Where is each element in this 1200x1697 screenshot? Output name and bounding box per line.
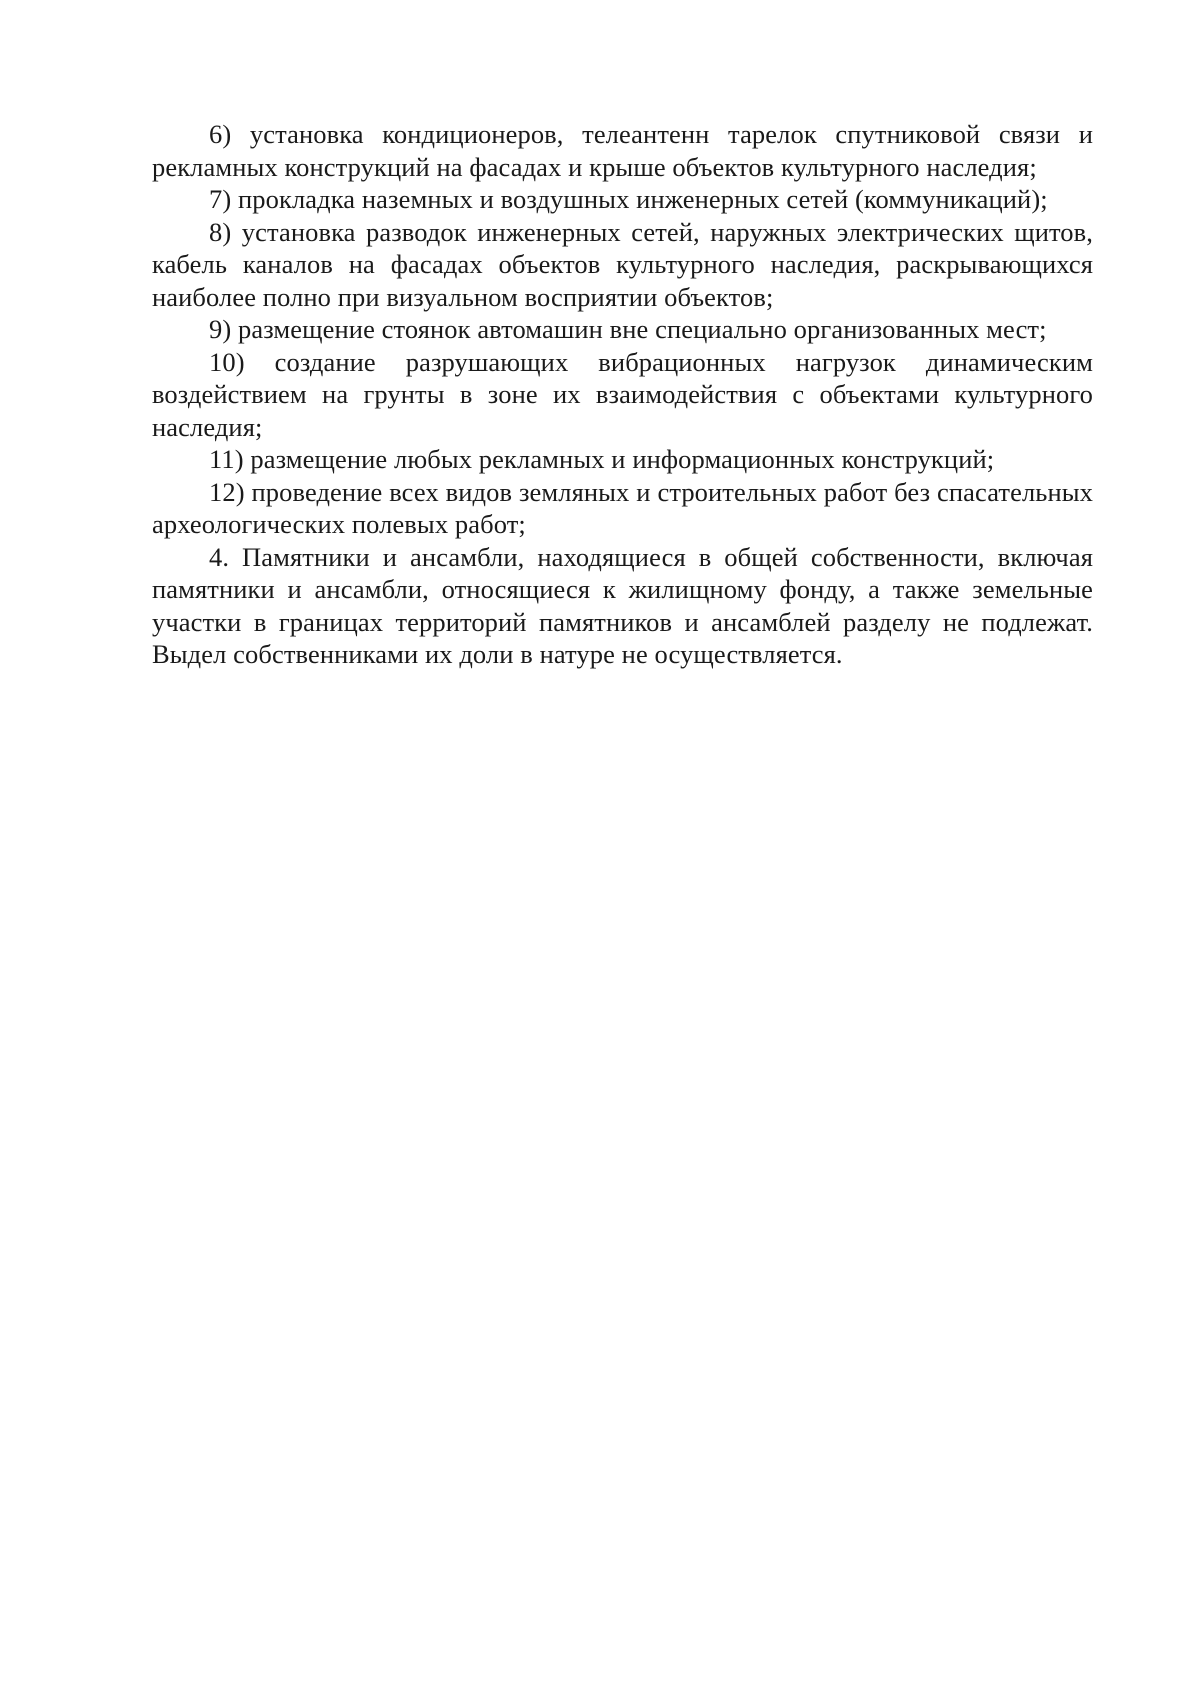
list-item-6: 6) установка кондиционеров, телеантенн тарелок спутниковой связи и рекламных конструкций на фасадах и крыше объектов культурного наследия; (152, 119, 1093, 182)
section-4-paragraph: 4. Памятники и ансамбли, находящиеся в общей собственности, включая памятники и ансамбли, относящиеся к жилищному фонду, а также земельные участки в границах территорий памятников и ансамблей разделу не подлежат. Выдел собственниками их доли в натуре не осуществляется. (152, 541, 1093, 669)
list-item-10: 10) создание разрушающих вибрационных нагрузок динамическим воздействием на грунты в зоне их взаимодействия с объектами культурного наследия; (152, 346, 1093, 442)
document-body (152, 118, 1093, 671)
list-item-7: 7) прокладка наземных и воздушных инженерных сетей (коммуникаций); (209, 184, 1048, 214)
list-item-8: 8) установка разводок инженерных сетей, наружных электрических щитов, кабель каналов на фасадах объектов культурного наследия, раскрывающихся наиболее полно при визуальном восприятии объектов; (152, 216, 1093, 312)
list-item-9: 9) размещение стоянок автомашин вне специально организованных мест; (209, 314, 1047, 344)
list-item-11: 11) размещение любых рекламных и информационных конструкций; (209, 444, 995, 474)
list-item-12: 12) проведение всех видов земляных и строительных работ без спасательных археологических полевых работ; (152, 476, 1093, 539)
